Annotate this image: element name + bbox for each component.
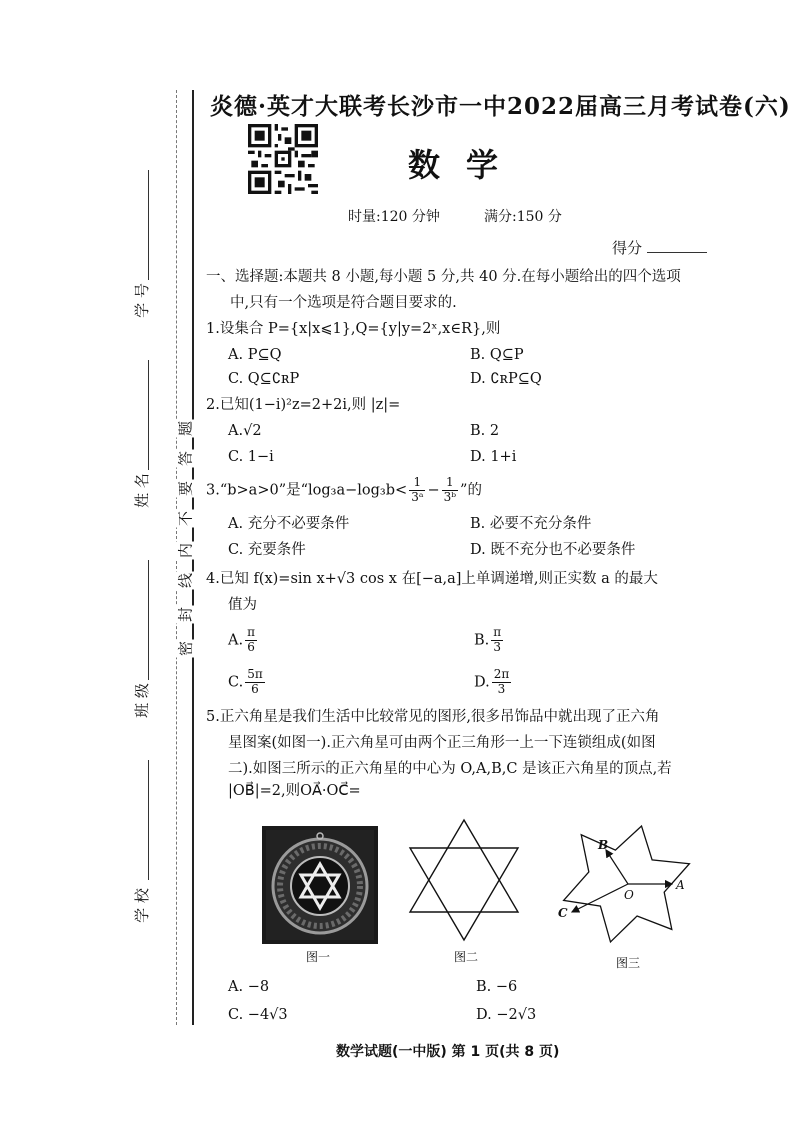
question-5-stem-line4: |OB⃗|=2,则OA⃗·OC⃗= xyxy=(228,783,361,799)
binding-margin xyxy=(0,0,200,1122)
question-2-option-b: B. 2 xyxy=(470,423,500,439)
seal-char: 内 xyxy=(176,543,195,559)
hexagram-figure xyxy=(406,818,522,944)
point-b-label: B xyxy=(598,838,609,852)
school-underline xyxy=(148,760,149,880)
section-heading-line2: 中,只有一个选项是符合题目要求的. xyxy=(230,295,457,311)
qr-code-icon xyxy=(246,124,320,194)
question-4-stem: 4.已知 f(x)=sin x+√3 cos x 在[−a,a]上单调递增,则正实数 a 的最大 xyxy=(206,571,658,587)
question-5-option-a: A. −8 xyxy=(228,979,270,995)
question-3-option-b: B. 必要不充分条件 xyxy=(470,516,592,532)
figure-1-caption: 图一 xyxy=(306,950,331,964)
question-5-option-c: C. −4√3 xyxy=(228,1007,288,1023)
question-5-stem-line3: 二).如图三所示的正六角星的中心为 O,A,B,C 是该正六角星的顶点,若 xyxy=(228,761,672,777)
figure-3-caption: 图三 xyxy=(616,956,641,970)
name-underline xyxy=(148,360,149,470)
question-4-option-b: B. $\frac{\pi}{3}$ xyxy=(474,625,502,654)
number-label: 学 号 xyxy=(132,283,151,318)
seal-char: 线 xyxy=(176,573,195,589)
seal-char: 封 xyxy=(176,607,195,623)
seal-char: 密 xyxy=(176,641,195,657)
question-1-option-d: D. ∁ʀP⊆Q xyxy=(470,371,542,387)
score-blank xyxy=(647,252,707,253)
fraction: $\frac{1}{\text{3ᵃ}}$ xyxy=(411,475,424,504)
question-5-option-d: D. −2√3 xyxy=(476,1007,537,1023)
question-4-option-d: D. $\frac{2\pi}{3}$ xyxy=(474,667,510,696)
question-3-option-d: D. 既不充分也不必要条件 xyxy=(470,542,636,558)
question-3-stem-start: 3.“b>a>0”是“log₃a−log₃b< xyxy=(206,482,408,499)
class-label: 班 级 xyxy=(132,683,151,718)
seal-char: 答 xyxy=(176,451,195,467)
subject-title: 数学 xyxy=(408,146,525,184)
question-4-option-a: A. $\frac{\pi}{6}$ xyxy=(228,625,255,654)
question-1-stem: 1.设集合 P={x|x⩽1},Q={y|y=2ˣ,x∈R},则 xyxy=(206,321,501,337)
point-o-label: O xyxy=(624,888,634,902)
question-1-option-a: A. P⊆Q xyxy=(228,347,282,363)
question-5-stem: 5.正六角星是我们生活中比较常见的图形,很多吊饰品中就出现了正六角 xyxy=(206,709,660,725)
fraction: $\frac{1}{\text{3ᵇ}}$ xyxy=(443,475,457,504)
question-3-option-a: A. 充分不必要条件 xyxy=(228,516,350,532)
question-2-option-c: C. 1−i xyxy=(228,449,274,465)
question-2-option-a: A.√2 xyxy=(228,423,262,439)
question-5-stem-line2: 星图案(如图一).正六角星可由两个正三角形一上一下连锁组成(如图 xyxy=(228,735,656,751)
vector-hexagram-figure xyxy=(560,822,692,952)
section-heading: 一、选择题:本题共 8 小题,每小题 5 分,共 40 分.在每小题给出的四个选项 xyxy=(206,269,681,285)
figure-2-caption: 图二 xyxy=(454,950,479,964)
question-3-stem: 3.“b>a>0”是“log₃a−log₃b< $\frac{1}{\text{3ᵃ}}$ − $\frac{1}{\text{3ᵇ}}$ ”的 xyxy=(206,475,482,504)
page-footer: 数学试题(一中版) 第 1 页(共 8 页) xyxy=(336,1044,560,1060)
seal-char: 不 xyxy=(176,511,195,527)
class-underline xyxy=(148,560,149,680)
question-1-option-c: C. Q⊆∁ʀP xyxy=(228,371,300,387)
question-3-option-c: C. 充要条件 xyxy=(228,542,306,558)
question-5-option-b: B. −6 xyxy=(476,979,518,995)
pendant-photo xyxy=(262,826,378,944)
question-2-option-d: D. 1+i xyxy=(470,449,517,465)
seal-char: 要 xyxy=(176,481,195,497)
score-label: 得分 xyxy=(612,239,643,257)
question-4-stem-line2: 值为 xyxy=(228,597,257,613)
point-c-label: C xyxy=(558,906,568,920)
time-limit: 时量:120 分钟 xyxy=(348,209,440,225)
point-a-label: A xyxy=(676,878,685,892)
seal-char: 题 xyxy=(176,421,195,437)
number-underline xyxy=(148,170,149,280)
question-3-stem-end: ”的 xyxy=(460,482,482,499)
exam-title: 炎德·英才大联考长沙市一中2022届高三月考试卷(六) xyxy=(210,93,791,120)
school-label: 学 校 xyxy=(132,888,151,923)
name-label: 姓 名 xyxy=(132,473,151,508)
full-score: 满分:150 分 xyxy=(484,209,562,225)
question-4-option-c: C. $\frac{5\pi}{6}$ xyxy=(228,667,263,696)
question-1-option-b: B. Q⊆P xyxy=(470,347,524,363)
question-2-stem: 2.已知(1−i)²z=2+2i,则 |z|= xyxy=(206,397,401,413)
